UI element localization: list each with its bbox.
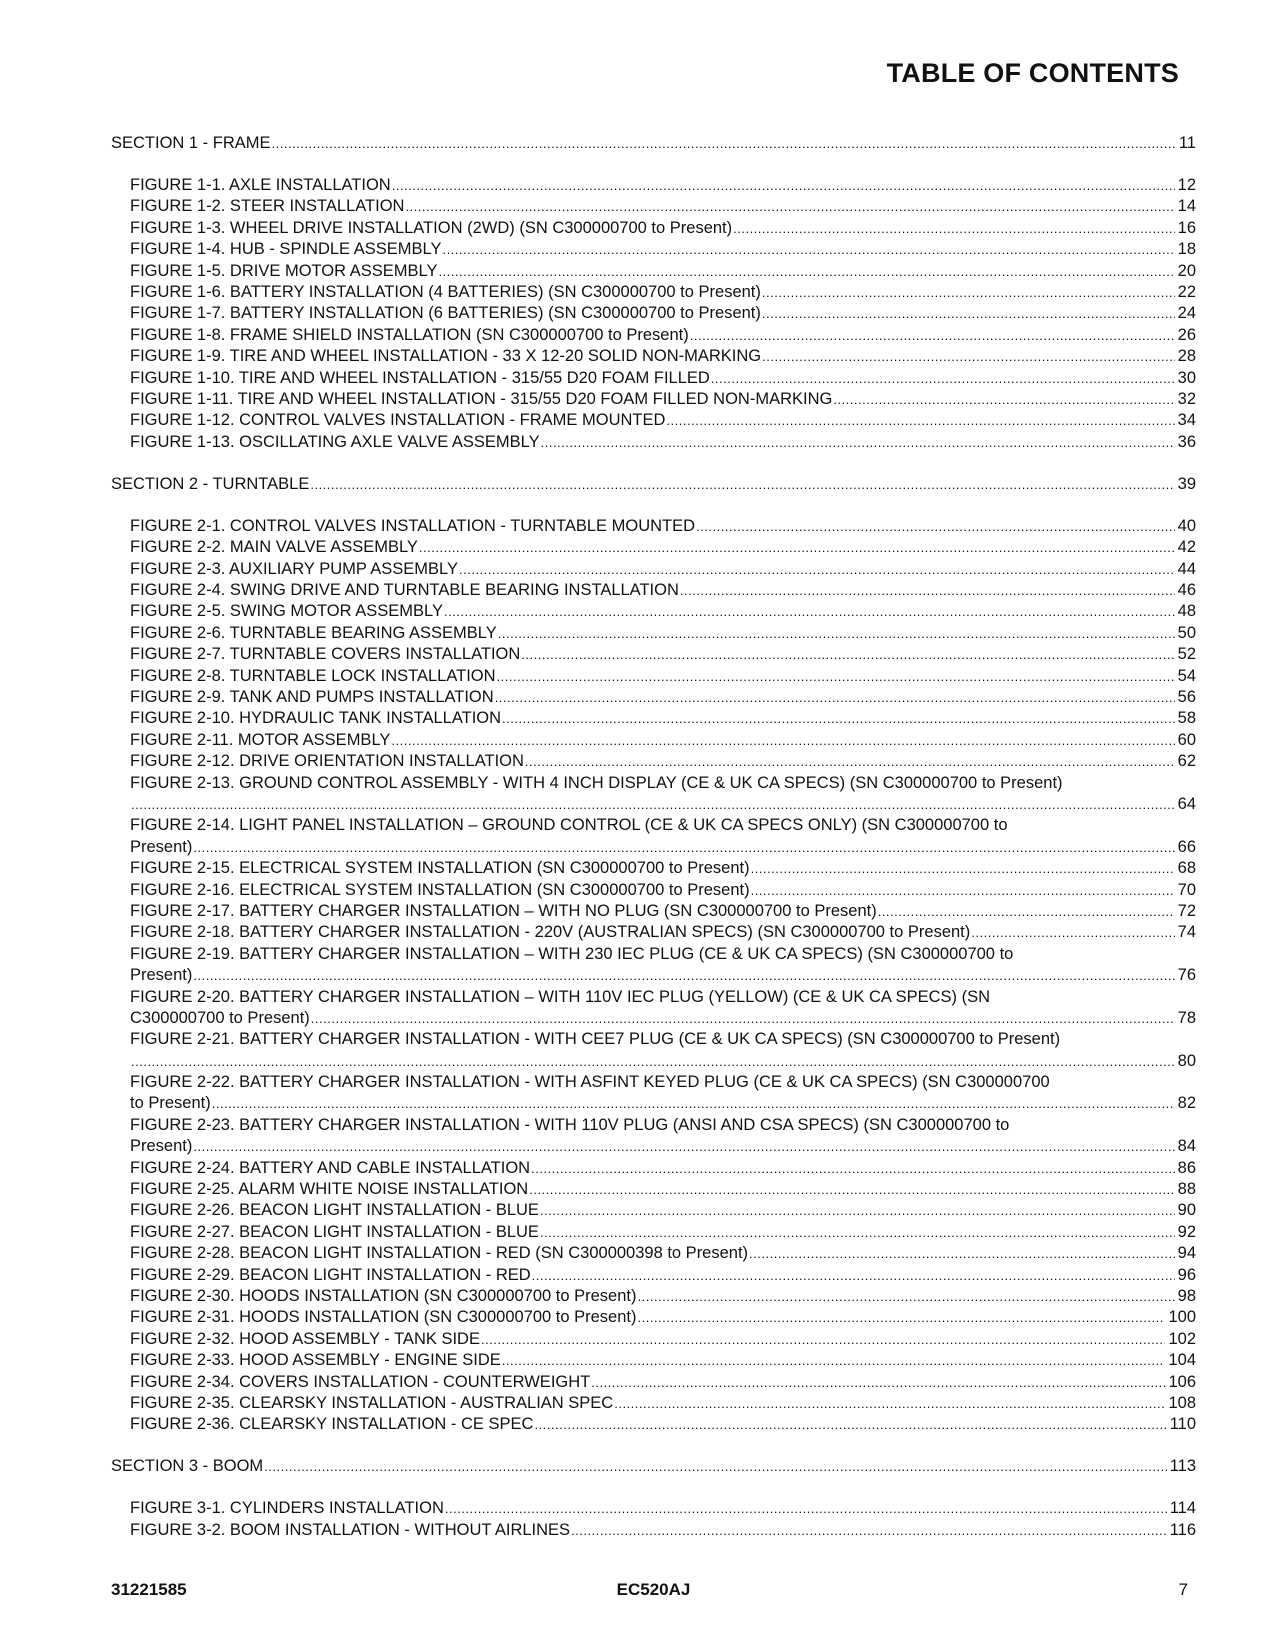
section-entry-title: SECTION 2 - TURNTABLE — [111, 474, 310, 493]
dot-leader — [481, 1329, 1166, 1350]
dot-leader — [666, 410, 1174, 431]
figure-entry-page: 58 — [1177, 709, 1196, 728]
dot-leader — [751, 858, 1175, 879]
figure-entry-page: 30 — [1177, 368, 1196, 387]
figure-entry[interactable] — [111, 687, 1196, 708]
dot-leader — [833, 389, 1174, 410]
figure-entry-title: FIGURE 2-10. HYDRAULIC TANK INSTALLATION — [130, 709, 502, 728]
figure-entry-page: 66 — [1177, 837, 1196, 856]
section-entry-title: SECTION 1 - FRAME — [111, 134, 271, 152]
spacer — [111, 1478, 1196, 1499]
figure-entry-page: 42 — [1177, 538, 1196, 557]
figure-entry-page: 102 — [1168, 1329, 1196, 1348]
spacer — [111, 495, 1196, 516]
figure-entry-page: 56 — [1177, 688, 1196, 707]
figure-entry-title: FIGURE 1-10. TIRE AND WHEEL INSTALLATION - 315/55 D20 FOAM FILLED — [130, 368, 710, 387]
dot-leader — [532, 1265, 1175, 1286]
dot-leader — [696, 516, 1175, 537]
figure-entry-first-line: FIGURE 2-21. BATTERY CHARGER INSTALLATION - WITH CEE7 PLUG (CE & UK CA SPECS) (SN C300000700 to Present) — [130, 1030, 1061, 1049]
dot-leader — [392, 175, 1175, 196]
spacer — [111, 154, 1196, 175]
dot-leader — [614, 1393, 1165, 1414]
figure-entry-title: FIGURE 3-2. BOOM INSTALLATION - WITHOUT AIRLINES — [130, 1520, 571, 1539]
section-entry[interactable] — [111, 133, 1196, 154]
figure-entry-title: FIGURE 3-1. CYLINDERS INSTALLATION — [130, 1499, 444, 1518]
figure-entry-page: 110 — [1169, 1415, 1196, 1434]
figure-entry[interactable] — [111, 730, 1196, 751]
figure-entry[interactable] — [111, 175, 1196, 196]
figure-entry[interactable] — [111, 751, 1196, 772]
figure-entry-page: 48 — [1177, 602, 1196, 621]
figure-entry-page: 20 — [1177, 261, 1196, 280]
figure-entry-title: FIGURE 2-34. COVERS INSTALLATION - COUNTERWEIGHT — [130, 1372, 591, 1391]
figure-entry[interactable] — [111, 880, 1196, 901]
figure-entry-title: FIGURE 2-16. ELECTRICAL SYSTEM INSTALLATION (SN C300000700 to Present) — [130, 880, 750, 899]
figure-entry[interactable] — [111, 218, 1196, 239]
figure-entry-title: FIGURE 2-28. BEACON LIGHT INSTALLATION - RED (SN C300000398 to Present) — [130, 1244, 749, 1263]
figure-entry[interactable] — [111, 410, 1196, 431]
dot-leader — [264, 1456, 1167, 1477]
figure-entry-title: FIGURE 1-2. STEER INSTALLATION — [130, 197, 405, 216]
figure-entry-page: 92 — [1177, 1222, 1196, 1241]
figure-entry[interactable] — [111, 389, 1196, 410]
figure-entry[interactable] — [111, 1222, 1196, 1243]
dot-leader — [391, 730, 1174, 751]
section-entry-page: 39 — [1177, 474, 1196, 493]
figure-entry-title: FIGURE 2-27. BEACON LIGHT INSTALLATION - BLUE — [130, 1222, 539, 1241]
dot-leader — [311, 1008, 1175, 1029]
figure-entry-first-line: FIGURE 2-20. BATTERY CHARGER INSTALLATION – WITH 110V IEC PLUG (YELLOW) (CE & UK CA SPECS) (SN — [130, 987, 991, 1006]
figure-entry-title: FIGURE 1-8. FRAME SHIELD INSTALLATION (SN C300000700 to Present) — [130, 325, 689, 344]
figure-entry-page: 46 — [1177, 581, 1196, 600]
figure-entry[interactable] — [111, 666, 1196, 687]
figure-entry[interactable] — [111, 239, 1196, 260]
figure-entry[interactable] — [111, 1200, 1196, 1221]
figure-entry[interactable] — [111, 1093, 1196, 1114]
figure-entry[interactable] — [111, 922, 1196, 943]
figure-entry[interactable] — [111, 325, 1196, 346]
figure-entry-page: 64 — [1177, 795, 1196, 813]
figure-entry-title: C300000700 to Present) — [130, 1008, 310, 1027]
dot-leader — [502, 708, 1175, 729]
section-entry[interactable] — [111, 474, 1196, 495]
figure-entry-title: FIGURE 1-3. WHEEL DRIVE INSTALLATION (2WD) (SN C300000700 to Present) — [130, 218, 733, 237]
figure-entry-title: FIGURE 2-1. CONTROL VALVES INSTALLATION - TURNTABLE MOUNTED — [130, 516, 696, 535]
dot-leader — [442, 239, 1174, 260]
figure-entry-page: 80 — [1177, 1051, 1196, 1070]
figure-entry-title: Present) — [130, 966, 193, 985]
figure-entry[interactable] — [111, 708, 1196, 729]
dot-leader — [445, 1498, 1167, 1519]
figure-entry-title: FIGURE 2-12. DRIVE ORIENTATION INSTALLATION — [130, 752, 524, 771]
figure-entry-page: 90 — [1177, 1201, 1196, 1220]
figure-entry-title: FIGURE 2-9. TANK AND PUMPS INSTALLATION — [130, 688, 494, 707]
figure-entry-page: 114 — [1169, 1499, 1196, 1518]
figure-entry-title: FIGURE 2-17. BATTERY CHARGER INSTALLATION – WITH NO PLUG (SN C300000700 to Present) — [130, 901, 877, 920]
section-entry-page: 11 — [1178, 134, 1196, 152]
figure-entry-page: 96 — [1177, 1265, 1196, 1284]
figure-entry[interactable] — [111, 1329, 1196, 1350]
page-title: TABLE OF CONTENTS — [886, 58, 1179, 88]
figure-entry[interactable] — [111, 837, 1196, 858]
figure-entry-page: 16 — [1177, 218, 1196, 237]
figure-entry-page: 40 — [1177, 516, 1196, 535]
figure-entry-title: FIGURE 2-4. SWING DRIVE AND TURNTABLE BEARING INSTALLATION — [130, 581, 679, 600]
dot-leader — [762, 346, 1175, 367]
dot-leader — [733, 218, 1175, 239]
dot-leader — [638, 1307, 1166, 1328]
dot-leader — [498, 623, 1175, 644]
dot-leader — [762, 303, 1175, 324]
dot-leader — [419, 537, 1175, 558]
figure-entry-page: 62 — [1177, 752, 1196, 771]
figure-entry-title: FIGURE 1-6. BATTERY INSTALLATION (4 BATTERIES) (SN C300000700 to Present) — [130, 283, 761, 302]
figure-entry-page: 14 — [1177, 197, 1196, 216]
figure-entry-page: 104 — [1168, 1351, 1196, 1370]
figure-entry[interactable] — [111, 644, 1196, 665]
figure-entry-page: 36 — [1177, 432, 1196, 451]
figure-entry-page: 86 — [1177, 1158, 1196, 1177]
figure-entry[interactable] — [111, 537, 1196, 558]
figure-entry-title: FIGURE 2-6. TURNTABLE BEARING ASSEMBLY — [130, 623, 497, 642]
figure-entry-page: 18 — [1177, 240, 1196, 259]
figure-entry-page: 84 — [1177, 1137, 1196, 1156]
figure-entry[interactable] — [111, 1307, 1196, 1328]
figure-entry-title: FIGURE 2-35. CLEARSKY INSTALLATION - AUSTRALIAN SPEC — [130, 1393, 614, 1412]
figure-entry-first-line: FIGURE 2-22. BATTERY CHARGER INSTALLATION - WITH ASFINT KEYED PLUG (CE & UK CA SPECS) (SN C300000700 — [130, 1073, 1050, 1092]
figure-entry-page: 74 — [1177, 923, 1196, 942]
figure-entry-title: FIGURE 1-4. HUB - SPINDLE ASSEMBLY — [130, 240, 442, 259]
figure-entry-page: 68 — [1177, 859, 1196, 878]
dot-leader — [571, 1520, 1167, 1541]
figure-entry[interactable] — [111, 1179, 1196, 1200]
dot-leader — [525, 751, 1175, 772]
dot-leader — [531, 1158, 1175, 1179]
figure-entry-page: 76 — [1177, 966, 1196, 985]
document-number: 31221585 — [111, 1580, 187, 1599]
figure-entry-title: FIGURE 2-11. MOTOR ASSEMBLY — [130, 730, 391, 749]
model-name: EC520AJ — [616, 1580, 691, 1599]
dot-leader — [878, 901, 1175, 922]
figure-entry-page: 44 — [1177, 559, 1196, 578]
figure-entry[interactable] — [111, 559, 1196, 580]
dot-leader — [529, 1179, 1174, 1200]
figure-entry[interactable] — [111, 196, 1196, 217]
figure-entry[interactable] — [111, 623, 1196, 644]
figure-entry-page: 106 — [1168, 1372, 1196, 1391]
figure-entry-page: 108 — [1168, 1393, 1196, 1412]
figure-entry-title: FIGURE 2-26. BEACON LIGHT INSTALLATION - BLUE — [130, 1201, 539, 1220]
figure-entry[interactable] — [111, 1243, 1196, 1264]
figure-entry-page: 72 — [1177, 901, 1196, 920]
figure-entry-page: 26 — [1177, 325, 1196, 344]
figure-entry[interactable] — [111, 282, 1196, 303]
figure-entry-title: FIGURE 2-32. HOOD ASSEMBLY - TANK SIDE — [130, 1329, 480, 1348]
figure-entry[interactable] — [111, 794, 1196, 815]
figure-entry-title: to Present) — [130, 1094, 211, 1113]
figure-entry-page: 22 — [1177, 283, 1196, 302]
figure-entry[interactable] — [111, 901, 1196, 922]
figure-entry-title: FIGURE 2-15. ELECTRICAL SYSTEM INSTALLATION (SN C300000700 to Present) — [130, 859, 750, 878]
figure-entry-page: 78 — [1177, 1008, 1196, 1027]
spacer — [111, 453, 1196, 474]
figure-entry-title: FIGURE 1-13. OSCILLATING AXLE VALVE ASSEMBLY — [130, 432, 540, 451]
figure-entry-title: FIGURE 1-11. TIRE AND WHEEL INSTALLATION - 315/55 D20 FOAM FILLED NON-MARKING — [130, 389, 833, 408]
dot-leader — [971, 922, 1174, 943]
figure-entry-page: 116 — [1169, 1520, 1196, 1539]
figure-entry-page: 12 — [1177, 176, 1196, 195]
figure-entry-title: FIGURE 2-18. BATTERY CHARGER INSTALLATION - 220V (AUSTRALIAN SPECS) (SN C300000700 to Present) — [130, 923, 971, 942]
dot-leader — [405, 196, 1174, 217]
dot-leader — [540, 1200, 1175, 1221]
dot-leader — [751, 880, 1175, 901]
figure-entry-first-line: FIGURE 2-19. BATTERY CHARGER INSTALLATION – WITH 230 IEC PLUG (CE & UK CA SPECS) (SN C300000700 to — [130, 944, 1014, 963]
figure-entry[interactable] — [111, 1265, 1196, 1286]
dot-leader — [540, 1222, 1175, 1243]
figure-entry-page: 34 — [1177, 411, 1196, 430]
figure-entry[interactable] — [111, 1372, 1196, 1393]
dot-leader — [444, 601, 1175, 622]
dot-leader — [131, 794, 1175, 815]
figure-entry[interactable] — [111, 1414, 1196, 1435]
figure-entry-title: FIGURE 2-30. HOODS INSTALLATION (SN C300000700 to Present) — [130, 1286, 637, 1305]
section-entry-page: 113 — [1169, 1457, 1196, 1476]
figure-entry-first-line: FIGURE 2-14. LIGHT PANEL INSTALLATION – GROUND CONTROL (CE & UK CA SPECS ONLY) (SN C300000700 to — [130, 816, 1008, 835]
figure-entry[interactable] — [111, 965, 1196, 986]
figure-entry[interactable] — [111, 516, 1196, 537]
dot-leader — [438, 261, 1174, 282]
dot-leader — [502, 1350, 1166, 1371]
dot-leader — [711, 368, 1175, 389]
dot-leader — [638, 1286, 1175, 1307]
dot-leader — [212, 1093, 1175, 1114]
figure-entry-title: FIGURE 2-7. TURNTABLE COVERS INSTALLATION — [130, 645, 521, 664]
figure-entry-title: FIGURE 1-9. TIRE AND WHEEL INSTALLATION - 33 X 12-20 SOLID NON-MARKING — [130, 347, 762, 366]
figure-entry-title: FIGURE 1-1. AXLE INSTALLATION — [130, 176, 391, 195]
figure-entry[interactable] — [111, 303, 1196, 324]
dot-leader — [749, 1243, 1175, 1264]
figure-entry-title: FIGURE 2-31. HOODS INSTALLATION (SN C300000700 to Present) — [130, 1308, 637, 1327]
spacer — [111, 1436, 1196, 1457]
dot-leader — [495, 687, 1175, 708]
figure-entry[interactable] — [111, 1286, 1196, 1307]
figure-entry[interactable] — [111, 1498, 1196, 1519]
dot-leader — [459, 559, 1175, 580]
figure-entry[interactable] — [111, 1051, 1196, 1072]
figure-entry-page: 100 — [1168, 1308, 1196, 1327]
figure-entry[interactable] — [111, 601, 1196, 622]
figure-entry-title: Present) — [130, 837, 193, 856]
section-entry-title: SECTION 3 - BOOM — [111, 1457, 264, 1476]
figure-entry-title: Present) — [130, 1137, 193, 1156]
figure-entry-page: 60 — [1177, 730, 1196, 749]
figure-entry-page: 28 — [1177, 347, 1196, 366]
figure-entry[interactable] — [111, 368, 1196, 389]
figure-entry-title: FIGURE 1-5. DRIVE MOTOR ASSEMBLY — [130, 261, 438, 280]
figure-entry-title: FIGURE 1-7. BATTERY INSTALLATION (6 BATTERIES) (SN C300000700 to Present) — [130, 304, 761, 323]
dot-leader — [497, 666, 1175, 687]
dot-leader — [193, 965, 1174, 986]
figure-entry-title: FIGURE 2-25. ALARM WHITE NOISE INSTALLATION — [130, 1180, 529, 1199]
figure-entry-page: 54 — [1177, 666, 1196, 685]
figure-entry-page: 24 — [1177, 304, 1196, 323]
table-of-contents — [111, 133, 1196, 1541]
figure-entry-title: FIGURE 2-2. MAIN VALVE ASSEMBLY — [130, 538, 418, 557]
figure-entry-page: 94 — [1177, 1244, 1196, 1263]
figure-entry-page: 82 — [1177, 1094, 1196, 1113]
dot-leader — [541, 432, 1175, 453]
figure-entry-page: 50 — [1177, 623, 1196, 642]
dot-leader — [591, 1372, 1165, 1393]
figure-entry[interactable] — [111, 1136, 1196, 1157]
figure-entry-page: 70 — [1177, 880, 1196, 899]
dot-leader — [762, 282, 1175, 303]
dot-leader — [534, 1414, 1166, 1435]
figure-entry-title: FIGURE 2-3. AUXILIARY PUMP ASSEMBLY — [130, 559, 458, 578]
figure-entry[interactable] — [111, 1393, 1196, 1414]
dot-leader — [680, 580, 1175, 601]
figure-entry-page: 98 — [1177, 1286, 1196, 1305]
figure-entry-page: 52 — [1177, 645, 1196, 664]
dot-leader — [193, 837, 1174, 858]
figure-entry-title: FIGURE 2-8. TURNTABLE LOCK INSTALLATION — [130, 666, 496, 685]
figure-entry-first-line: FIGURE 2-23. BATTERY CHARGER INSTALLATION - WITH 110V PLUG (ANSI AND CSA SPECS) (SN C300000700 to — [130, 1115, 1010, 1134]
figure-entry[interactable] — [111, 1158, 1196, 1179]
figure-entry[interactable] — [111, 346, 1196, 367]
figure-entry-page: 32 — [1177, 389, 1196, 408]
figure-entry[interactable] — [111, 858, 1196, 879]
dot-leader — [272, 133, 1176, 154]
figure-entry[interactable] — [111, 1520, 1196, 1541]
dot-leader — [310, 474, 1174, 495]
figure-entry[interactable] — [111, 432, 1196, 453]
dot-leader — [690, 325, 1175, 346]
figure-entry[interactable] — [111, 580, 1196, 601]
figure-entry[interactable] — [111, 1350, 1196, 1371]
figure-entry-first-line: FIGURE 2-13. GROUND CONTROL ASSEMBLY - WITH 4 INCH DISPLAY (CE & UK CA SPECS) (SN C300000700 to Present) — [130, 773, 1063, 792]
figure-entry-title: FIGURE 2-5. SWING MOTOR ASSEMBLY — [130, 602, 443, 621]
figure-entry-title: FIGURE 2-29. BEACON LIGHT INSTALLATION - RED — [130, 1265, 531, 1284]
dot-leader — [193, 1136, 1174, 1157]
figure-entry-title: FIGURE 2-36. CLEARSKY INSTALLATION - CE SPEC — [130, 1415, 534, 1434]
figure-entry-page: 88 — [1177, 1180, 1196, 1199]
dot-leader — [131, 1051, 1175, 1072]
section-entry[interactable] — [111, 1456, 1196, 1477]
figure-entry[interactable] — [111, 1008, 1196, 1029]
figure-entry-title: FIGURE 2-24. BATTERY AND CABLE INSTALLATION — [130, 1158, 531, 1177]
page-number: 7 — [1178, 1580, 1188, 1599]
dot-leader — [521, 644, 1174, 665]
figure-entry[interactable] — [111, 261, 1196, 282]
figure-entry-title: FIGURE 1-12. CONTROL VALVES INSTALLATION - FRAME MOUNTED — [130, 411, 666, 430]
figure-entry-title: FIGURE 2-33. HOOD ASSEMBLY - ENGINE SIDE — [130, 1351, 501, 1370]
